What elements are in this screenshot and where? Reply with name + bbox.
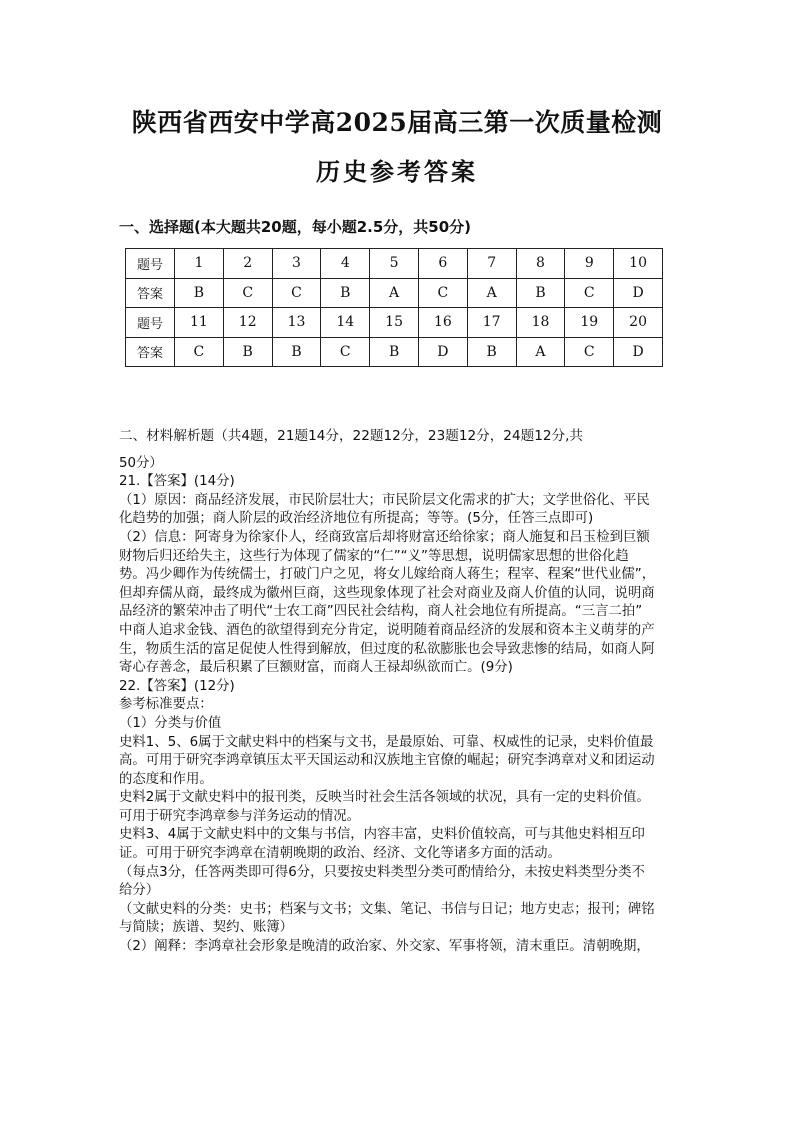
- question-number: 7: [467, 249, 516, 279]
- question-number: 5: [370, 249, 419, 279]
- answer-cell: B: [370, 337, 419, 367]
- question-number: 1: [175, 249, 224, 279]
- body-line: （1）分类与价值: [119, 715, 222, 731]
- body-line: 高。可用于研究李鸿章镇压太平天国运动和汉族地主官僚的崛起；研究李鸿章对义和团运动: [119, 753, 655, 769]
- answer-cell: D: [418, 337, 467, 367]
- body-line: （文献史料的分类：史书；档案与文书；文集、笔记、书信与日记；地方史志；报刊；碑铭: [119, 901, 655, 917]
- answer-cell: A: [467, 278, 516, 308]
- question-number: 18: [516, 308, 565, 338]
- question-number: 16: [418, 308, 467, 338]
- table-row: [126, 249, 663, 279]
- body-line: 史料3、4属于文献史料中的文集与书信，内容丰富，史料价值较高，可与其他史料相互印: [119, 827, 645, 843]
- question-number: 13: [272, 308, 321, 338]
- row-label-answer: 答案: [126, 337, 175, 367]
- document-subtitle: 历史参考答案: [316, 157, 478, 186]
- body-line: 但却弃儒从商，最终成为徽州巨商，这些现象体现了社会对商业及商人价值的认同，说明商: [119, 585, 655, 601]
- body-line: （2）信息：阿寄身为徐家仆人，经商致富后却将财富还给徐家；商人施复和吕玉检到巨额: [119, 529, 650, 545]
- answer-cell: B: [516, 278, 565, 308]
- question-number: 11: [175, 308, 224, 338]
- row-label-number: 题号: [126, 249, 175, 279]
- question-number: 8: [516, 249, 565, 279]
- answer-22-heading: 22.【答案】(12分): [119, 678, 235, 694]
- answer-cell: B: [223, 337, 272, 367]
- document-title: 陕西省西安中学高2025届高三第一次质量检测: [131, 108, 663, 137]
- body-line: 中商人追求金钱、酒色的欲望得到充分肯定，说明随着商品经济的发展和资本主义萌芽的产: [119, 622, 655, 638]
- answer-cell: C: [418, 278, 467, 308]
- question-number: 12: [223, 308, 272, 338]
- table-row: [126, 278, 663, 308]
- answer-cell: C: [565, 278, 614, 308]
- question-number: 10: [614, 249, 663, 279]
- body-line: 寄心存善念，最后积累了巨额财富，而商人王禄却纵欲而亡。(9分): [119, 660, 513, 676]
- answer-cell: C: [321, 337, 370, 367]
- section2-body: [119, 427, 679, 957]
- answer-cell: A: [516, 337, 565, 367]
- body-line: 给分）: [119, 883, 160, 899]
- answer-table: [125, 248, 663, 367]
- body-line: 参考标准要点：: [119, 697, 213, 713]
- answer-cell: C: [272, 278, 321, 308]
- answer-cell: B: [467, 337, 516, 367]
- question-number: 9: [565, 249, 614, 279]
- body-line: 可用于研究李鸿章参与洋务运动的情况。: [119, 808, 361, 824]
- body-line: 史料2属于文献史料中的报刊类，反映当时社会生活各领域的状况，具有一定的史料价值。: [119, 790, 650, 806]
- question-number: 15: [370, 308, 419, 338]
- body-line: 生，物质生活的富足促使人性得到解放，但过度的私欲膨胀也会导致悲惨的结局，如商人阿: [119, 641, 655, 657]
- row-label-answer: 答案: [126, 278, 175, 308]
- body-line: 品经济的繁荣冲击了明代“士农工商”四民社会结构，商人社会地位有所提高。“三言二拍”: [119, 604, 643, 620]
- answer-cell: D: [614, 278, 663, 308]
- answer-cell: D: [614, 337, 663, 367]
- body-line: （1）原因：商品经济发展，市民阶层壮大；市民阶层文化需求的扩大；文学世俗化、平民: [119, 492, 650, 508]
- section2-heading: 二、材料解析题（共4题，21题14分，22题12分，23题12分，24题12分,共: [119, 428, 584, 444]
- answer-cell: B: [272, 337, 321, 367]
- body-line: （2）阐释：李鸿章社会形象是晚清的政治家、外交家、军事将领，清末重臣。清朝晚期，: [119, 939, 650, 955]
- section2-heading-cont: 50分）: [119, 455, 163, 471]
- question-number: 20: [614, 308, 663, 338]
- answer-cell: B: [321, 278, 370, 308]
- question-number: 17: [467, 308, 516, 338]
- body-line: 与简牍；族谱、契约、账簿）: [119, 920, 294, 936]
- row-label-number: 题号: [126, 308, 175, 338]
- question-number: 19: [565, 308, 614, 338]
- body-line: 史料1、5、6属于文献史料中的档案与文书，是最原始、可靠、权威性的记录，史料价值最: [119, 734, 654, 750]
- question-number: 2: [223, 249, 272, 279]
- table-row: [126, 308, 663, 338]
- table-row: [126, 337, 663, 367]
- body-line: （每点3分，任答两类即可得6分，只要按史料类型分类可酌情给分，未按史料类型分类不: [119, 864, 645, 880]
- answer-21-heading: 21.【答案】(14分): [119, 474, 235, 490]
- answer-cell: B: [175, 278, 224, 308]
- question-number: 4: [321, 249, 370, 279]
- question-number: 3: [272, 249, 321, 279]
- body-line: 证。可用于研究李鸿章在清朝晚期的政治、经济、文化等诸多方面的活动。: [119, 846, 561, 862]
- body-line: 的态度和作用。: [119, 771, 213, 787]
- answer-cell: C: [175, 337, 224, 367]
- section1-heading: 一、选择题(本大题共20题，每小题2.5分，共50分): [119, 218, 472, 236]
- body-line: 财物后归还给失主，这些行为体现了儒家的“仁”“义”等思想，说明儒家思想的世俗化趋: [119, 548, 629, 564]
- answer-cell: C: [223, 278, 272, 308]
- body-line: 势。冯少卿作为传统儒士，打破门户之见，将女儿嫁给商人蒋生；程宰、程案“世代业儒”，: [119, 567, 656, 583]
- body-line: 化趋势的加强；商人阶层的政治经济地位有所提高；等等。(5分，任答三点即可): [119, 511, 594, 527]
- question-number: 6: [418, 249, 467, 279]
- answer-cell: C: [565, 337, 614, 367]
- question-number: 14: [321, 308, 370, 338]
- answer-cell: A: [370, 278, 419, 308]
